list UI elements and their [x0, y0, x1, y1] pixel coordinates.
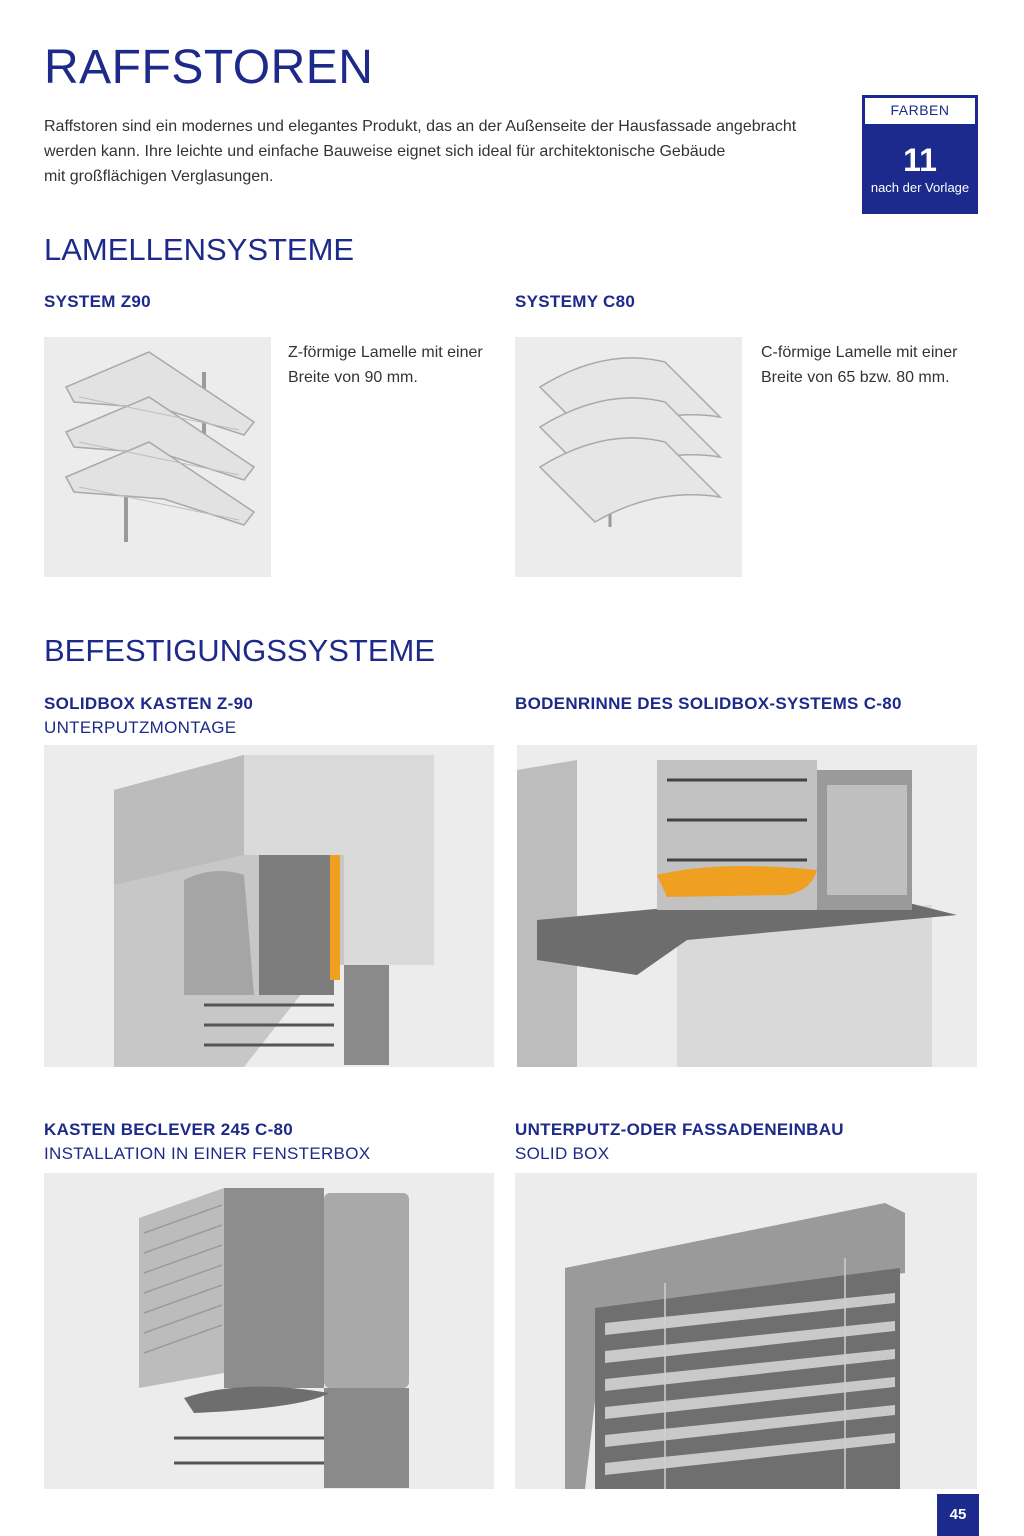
c80-lamella-image	[515, 337, 742, 577]
page-number: 45	[937, 1494, 979, 1536]
system-c80-title: SYSTEMY C80	[515, 292, 636, 311]
badge-label: FARBEN	[865, 98, 975, 124]
badge-subtitle: nach der Vorlage	[870, 180, 970, 195]
section-heading-befestigung: BEFESTIGUNGSSYSTEME	[44, 633, 436, 668]
beclever-245-subtitle: INSTALLATION IN EINER FENSTERBOX	[44, 1144, 371, 1163]
intro-line: werden kann. Ihre leichte und einfache Bauweise eignet sich ideal für architektonische Gebäude	[44, 143, 726, 160]
unterputz-fassade-subtitle: SOLID BOX	[515, 1144, 610, 1163]
solidbox-z90-title: SOLIDBOX KASTEN Z-90	[44, 694, 254, 713]
intro-text	[44, 114, 834, 189]
colors-badge	[862, 95, 978, 214]
intro-line: Raffstoren sind ein modernes und elegantes Produkt, das an der Außenseite der Hausfassade angebracht	[44, 118, 797, 135]
bodenrinne-c80-title: BODENRINNE DES SOLIDBOX-SYSTEMS C-80	[515, 694, 902, 713]
z90-desc-line: Z-förmige Lamelle mit einer	[288, 344, 483, 361]
c80-desc-line: Breite von 65 bzw. 80 mm.	[761, 369, 950, 386]
solidbox-z90-image	[44, 745, 494, 1067]
bodenrinne-c80-image	[517, 745, 977, 1067]
solidbox-z90-subtitle: UNTERPUTZMONTAGE	[44, 718, 237, 737]
c80-desc-line: C-förmige Lamelle mit einer	[761, 344, 958, 361]
z90-description	[288, 340, 483, 390]
page-title: RAFFSTOREN	[44, 41, 374, 94]
section-heading-lamellen: LAMELLENSYSTEME	[44, 232, 355, 267]
system-z90-title: SYSTEM Z90	[44, 292, 151, 311]
badge-number: 11	[903, 142, 937, 178]
intro-line: mit großflächigen Verglasungen.	[44, 168, 274, 185]
unterputz-fassade-title: UNTERPUTZ-ODER FASSADENEINBAU	[515, 1120, 844, 1139]
solid-box-image	[515, 1173, 977, 1489]
z90-lamella-image	[44, 337, 271, 577]
beclever-245-image	[44, 1173, 494, 1489]
z90-desc-line: Breite von 90 mm.	[288, 369, 418, 386]
beclever-245-title: KASTEN BECLEVER 245 C-80	[44, 1120, 294, 1139]
c80-description	[761, 340, 958, 390]
